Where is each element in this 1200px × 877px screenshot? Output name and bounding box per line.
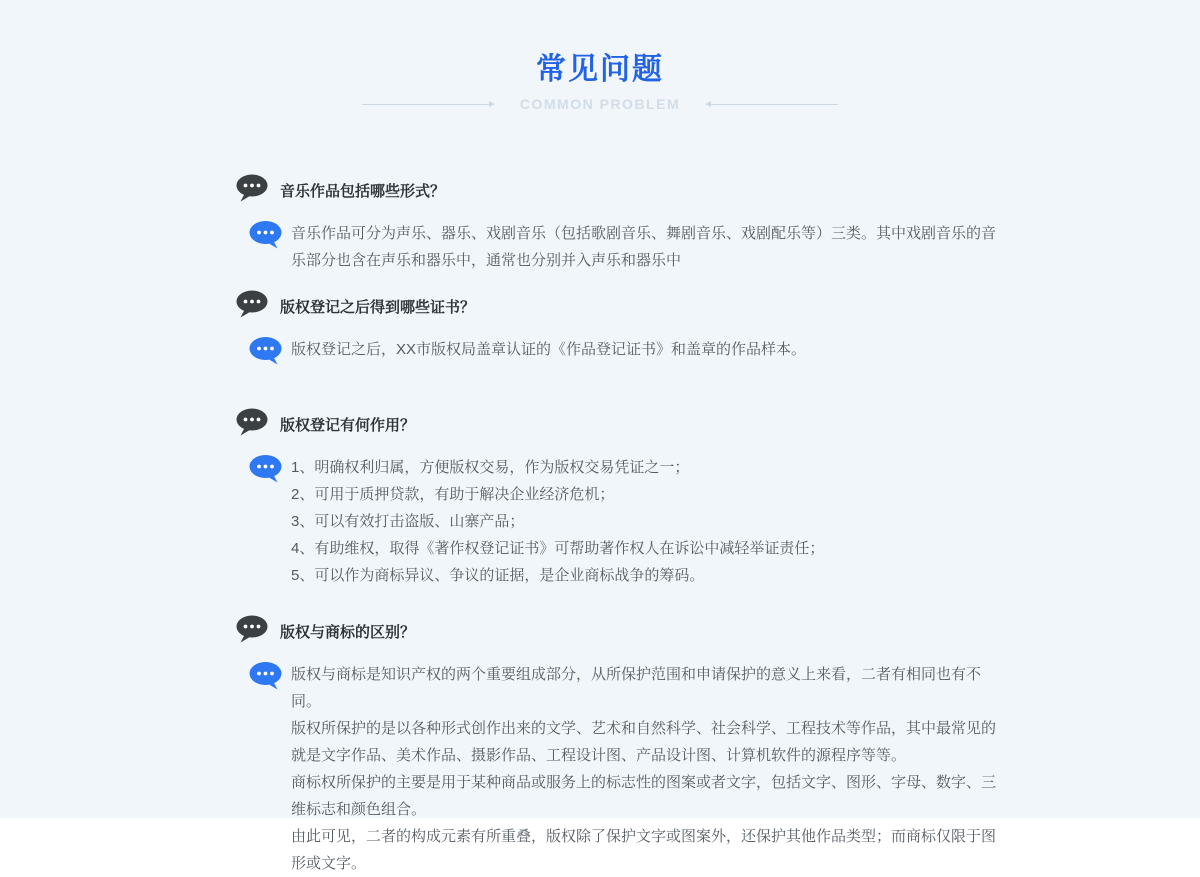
answer-paragraph: 2、可用于质押贷款，有助于解决企业经济危机； <box>291 486 615 503</box>
question-bubble-icon <box>236 174 268 207</box>
answer-paragraph: 音乐作品可分为声乐、器乐、戏剧音乐（包括歌剧音乐、舞剧音乐、戏剧配乐等）三类。其中戏剧音乐的音乐部分也含在声乐和器乐中，通常也分别并入声乐和器乐中 <box>291 225 997 269</box>
faq-item <box>236 174 996 274</box>
question-text: 版权登记有何作用？ <box>280 417 416 434</box>
faq-answer-row <box>236 661 996 877</box>
faq-answer-row <box>236 454 996 589</box>
faq-item <box>236 615 996 877</box>
subtitle-row <box>0 96 1200 112</box>
answer-paragraph: 版权所保护的是以各种形式创作出来的文学、艺术和自然科学、社会科学、工程技术等作品，其中最常见的就是文字作品、美术作品、摄影作品、工程设计图、产品设计图、计算机软件的源程序等等。 <box>291 720 997 764</box>
page-title: 常见问题 <box>536 53 664 86</box>
faq-question-row <box>236 408 996 441</box>
answer-paragraph: 版权登记之后，XX市版权局盖章认证的《作品登记证书》和盖章的作品样本。 <box>291 341 807 358</box>
faq-item <box>236 408 996 589</box>
decor-line-right <box>710 104 838 105</box>
question-bubble-icon <box>236 615 268 648</box>
faq-list <box>236 174 996 877</box>
answer-text <box>291 454 996 589</box>
answer-paragraph: 5、可以作为商标异议、争议的证据，是企业商标战争的筹码。 <box>291 567 705 584</box>
faq-answer-row <box>236 336 996 370</box>
answer-paragraph: 版权与商标是知识产权的两个重要组成部分，从所保护范围和申请保护的意义上来看，二者有相同也有不同。 <box>291 666 982 710</box>
answer-text <box>291 336 996 363</box>
answer-paragraph: 4、有助维权，取得《著作权登记证书》可帮助著作权人在诉讼中减轻举证责任； <box>291 540 825 557</box>
faq-question-row <box>236 290 996 323</box>
answer-paragraph: 3、可以有效打击盗版、山寨产品； <box>291 513 525 530</box>
answer-bubble-icon <box>249 221 282 254</box>
answer-paragraph: 商标权所保护的主要是用于某种商品或服务上的标志性的图案或者文字，包括文字、图形、字母、数字、三维标志和颜色组合。 <box>291 774 997 818</box>
answer-paragraph: 由此可见，二者的构成元素有所重叠，版权除了保护文字或图案外，还保护其他作品类型；而商标仅限于图形或文字。 <box>291 828 997 872</box>
question-text: 版权与商标的区别？ <box>280 624 416 641</box>
answer-text <box>291 220 996 274</box>
answer-text <box>291 661 996 877</box>
question-bubble-icon <box>236 408 268 441</box>
answer-bubble-icon <box>249 337 282 370</box>
decor-line-left <box>362 104 490 105</box>
answer-paragraph: 1、明确权利归属，方便版权交易，作为版权交易凭证之一； <box>291 459 690 476</box>
section-header <box>0 0 1200 112</box>
question-text: 版权登记之后得到哪些证书？ <box>280 299 476 316</box>
faq-answer-row <box>236 220 996 274</box>
answer-bubble-icon <box>249 455 282 488</box>
question-bubble-icon <box>236 290 268 323</box>
faq-question-row <box>236 174 996 207</box>
answer-bubble-icon <box>249 662 282 695</box>
question-text: 音乐作品包括哪些形式？ <box>280 183 446 200</box>
faq-item <box>236 290 996 370</box>
faq-question-row <box>236 615 996 648</box>
page-subtitle: COMMON PROBLEM <box>519 96 681 112</box>
